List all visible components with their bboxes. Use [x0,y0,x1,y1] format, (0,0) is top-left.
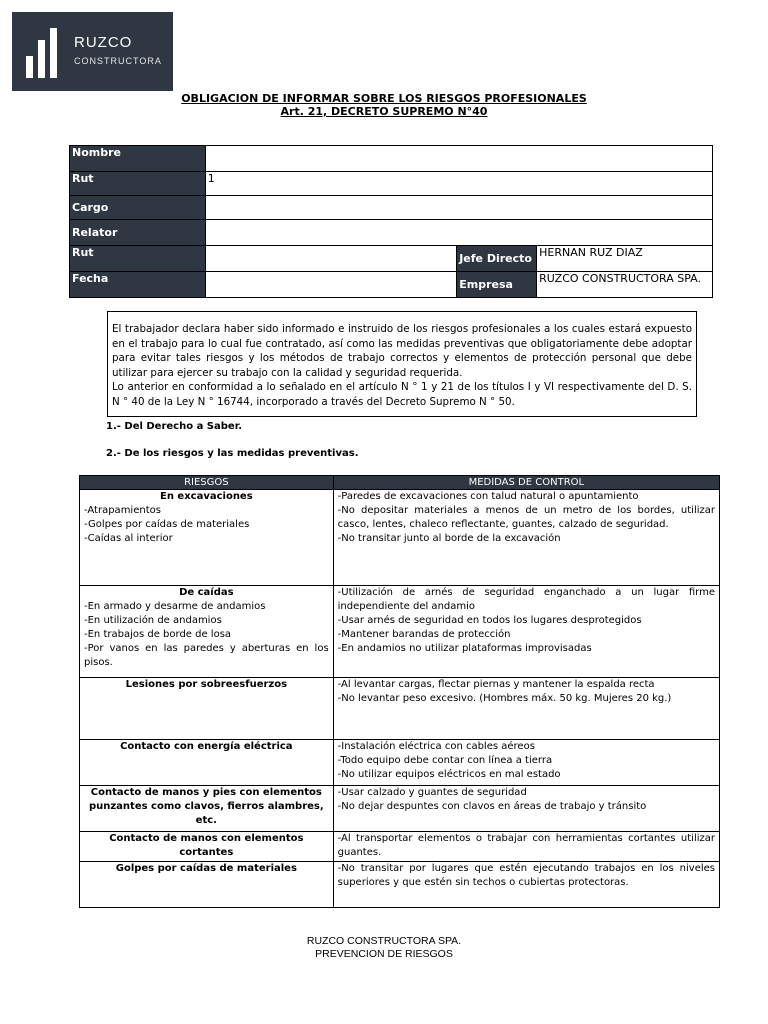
control-measure: -Todo equipo debe contar con línea a tierra [337,755,553,766]
fecha-field[interactable] [205,272,456,298]
control-measure: -No levantar peso excesivo. (Hombres máx. 50 kg. Mujeres 20 kg.) [337,693,672,704]
declaration-paragraph-2: Lo anterior en conformidad a lo señalado en el artículo N ° 1 y 21 de los títulos I y VI respectivamente del D. S. N ° 40 de la Ley N ° 16744, incorporado a través del Decreto Supremo N ° 50. [112,381,692,408]
relator-field[interactable] [205,220,712,246]
cargo-label: Cargo [70,196,206,220]
risk-title: De caídas [179,587,234,598]
control-measure: -Instalación eléctrica con cables aéreos [337,741,535,752]
logo-name: RUZCO [74,34,133,51]
risk-title: Contacto de manos con elementos cortantes [109,833,304,858]
control-measure: -No utilizar equipos eléctricos en mal estado [337,769,561,780]
risk-item: -Golpes por caídas de materiales [84,519,250,530]
control-measure: -Al transportar elementos o trabajar con herramientas cortantes utilizar guantes. [337,833,715,858]
risks-table [79,475,720,908]
risk-item: -Por vanos en las paredes y aberturas en los pisos. [84,643,329,668]
nombre-label: Nombre [70,146,206,172]
relator-label: Relator [70,220,206,246]
risk-cell [80,786,334,832]
company-logo [12,12,173,91]
section-risks-measures: 2.- De los riesgos y las medidas preventivas. [106,448,359,459]
logo-subtitle: CONSTRUCTORA [74,56,162,66]
risk-row [80,832,720,862]
jefe-directo-label: Jefe Directo [457,246,537,272]
control-measure: -Usar arnés de seguridad en todos los lugares desprotegidos [337,615,642,626]
risk-row [80,740,720,786]
document-subtitle: Art. 21, DECRETO SUPREMO N°40 [280,105,488,118]
control-measure: -Usar calzado y guantes de seguridad [337,787,527,798]
control-cell [333,678,719,740]
risk-cell [80,740,334,786]
risk-cell [80,678,334,740]
rut-field[interactable]: 1 [205,172,712,196]
header-medidas-control: MEDIDAS DE CONTROL [333,476,719,490]
risk-cell [80,862,334,908]
risk-item: -En utilización de andamios [84,615,222,626]
footer-company: RUZCO CONSTRUCTORA SPA. [306,935,462,947]
control-cell [333,832,719,862]
risk-row [80,678,720,740]
risk-row [80,586,720,678]
control-measure: -Mantener barandas de protección [337,629,511,640]
section-right-to-know: 1.- Del Derecho a Saber. [106,421,243,432]
risk-item: -Atrapamientos [84,505,161,516]
rut-relator-field[interactable] [205,246,456,272]
control-measure: -Al levantar cargas, flectar piernas y mantener la espalda recta [337,679,655,690]
risk-item: -Caídas al interior [84,533,173,544]
logo-building-icon [26,28,68,80]
document-title: OBLIGACION DE INFORMAR SOBRE LOS RIESGOS PROFESIONALES [181,92,587,105]
jefe-directo-field[interactable]: HERNAN RUZ DIAZ [537,246,713,272]
control-cell [333,862,719,908]
control-measure: -En andamios no utilizar plataformas improvisadas [337,643,592,654]
cargo-field[interactable] [205,196,712,220]
risk-title: Contacto con energía eléctrica [120,741,293,752]
worker-info-table [69,145,713,298]
risk-item: -En armado y desarme de andamios [84,601,266,612]
control-cell [333,786,719,832]
risk-row [80,786,720,832]
control-measure: -No transitar junto al borde de la excavación [337,533,561,544]
risk-title: Golpes por caídas de materiales [115,863,297,874]
control-cell [333,586,719,678]
risk-row [80,862,720,908]
control-measure: -No depositar materiales a menos de un metro de los bordes, utilizar casco, lentes, chaleco reflectante, guantes, calzado de seguridad. [337,505,715,530]
empresa-field[interactable]: RUZCO CONSTRUCTORA SPA. [537,272,713,298]
control-cell [333,740,719,786]
header-riesgos: RIESGOS [80,476,334,490]
risk-row [80,490,720,586]
control-measure: -Utilización de arnés de seguridad enganchado a un lugar firme independiente del andamio [337,587,715,612]
risk-title: Contacto de manos y pies con elementos punzantes como clavos, fierros alambres, etc. [88,787,324,826]
risk-cell [80,586,334,678]
declaration-box [107,311,697,417]
empresa-label: Empresa [457,272,537,298]
control-measure: -Paredes de excavaciones con talud natural o apuntamiento [337,491,639,502]
risk-cell [80,490,334,586]
nombre-field[interactable] [205,146,712,172]
risk-title: Lesiones por sobreesfuerzos [125,679,288,690]
declaration-paragraph-1: El trabajador declara haber sido informado e instruido de los riesgos profesionales a los cuales estará expuesto en el trabajo para lo cual fue contratado, así como las medidas preventivas que obligatoriamente debe adoptar para evitar tales riesgos y los métodos de trabajo correctos y elementos de protección personal que debe utilizar para ejercer su trabajo con la calidad y seguridad requerida. [112,323,692,379]
risk-title: En excavaciones [159,491,253,502]
fecha-label: Fecha [70,272,206,298]
risk-item: -En trabajos de borde de losa [84,629,232,640]
risk-cell [80,832,334,862]
rut-label: Rut [70,172,206,196]
control-measure: -No dejar despuntes con clavos en áreas de trabajo y tránsito [337,801,647,812]
control-cell [333,490,719,586]
rut-relator-label: Rut [70,246,206,272]
control-measure: -No transitar por lugares que estén ejecutando trabajos en los niveles superiores y que estén sin techos o cubiertas protectoras. [337,863,715,888]
footer-department: PREVENCION DE RIESGOS [315,948,453,960]
